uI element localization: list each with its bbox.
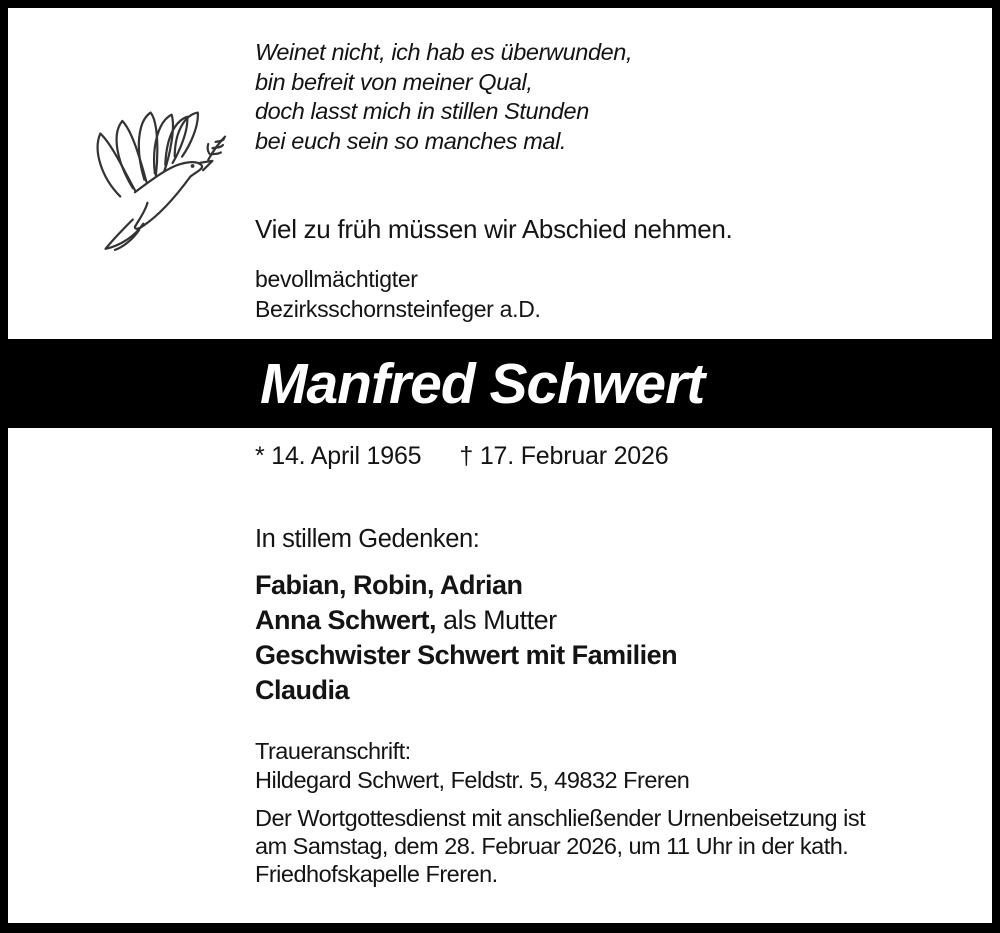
service-info-line: Der Wortgottesdienst mit anschließender Urnenbeisetzung ist bbox=[255, 805, 866, 831]
professional-title-line: bevollmächtigter bbox=[255, 266, 418, 292]
professional-title bbox=[255, 264, 541, 324]
service-info-line: am Samstag, dem 28. Februar 2026, um 11 Uhr in der kath. bbox=[255, 833, 849, 859]
poem-line: Weinet nicht, ich hab es überwunden, bbox=[255, 39, 633, 65]
mourning-address bbox=[255, 737, 689, 794]
remembrance-label: In stillem Gedenken: bbox=[255, 525, 480, 553]
mourner-line bbox=[255, 638, 677, 673]
poem-line: bei euch sein so manches mal. bbox=[255, 127, 567, 154]
mourning-address-label: Traueranschrift: bbox=[255, 738, 411, 764]
mourner-name: Anna Schwert, bbox=[255, 605, 437, 635]
farewell-line: Viel zu früh müssen wir Abschied nehmen. bbox=[255, 214, 733, 244]
mourners-list bbox=[255, 568, 677, 708]
mourner-name: Fabian, Robin, Adrian bbox=[255, 570, 523, 600]
poem-line: doch lasst mich in stillen Stunden bbox=[255, 98, 589, 124]
mourner-name: Geschwister Schwert mit Familien bbox=[255, 640, 678, 670]
deceased-name: Manfred Schwert bbox=[260, 351, 705, 416]
birth-date: * 14. April 1965 bbox=[255, 442, 422, 470]
mourning-address-line: Hildegard Schwert, Feldstr. 5, 49832 Freren bbox=[255, 766, 690, 793]
memorial-poem bbox=[255, 38, 632, 156]
life-dates bbox=[255, 441, 668, 471]
death-date: † 17. Februar 2026 bbox=[459, 442, 669, 470]
service-info-line: Friedhofskapelle Freren. bbox=[255, 861, 498, 887]
poem-line: bin befreit von meiner Qual, bbox=[255, 68, 533, 95]
mourner-line bbox=[255, 673, 677, 708]
mourner-line bbox=[255, 603, 677, 638]
mourner-relation: als Mutter bbox=[436, 605, 557, 635]
professional-title-line: Bezirksschornsteinfeger a.D. bbox=[255, 296, 541, 322]
mourner-name: Claudia bbox=[255, 675, 350, 705]
mourner-line bbox=[255, 568, 677, 603]
name-band bbox=[0, 339, 1000, 428]
service-info bbox=[255, 804, 865, 888]
dove-olive-branch-icon bbox=[90, 100, 228, 252]
